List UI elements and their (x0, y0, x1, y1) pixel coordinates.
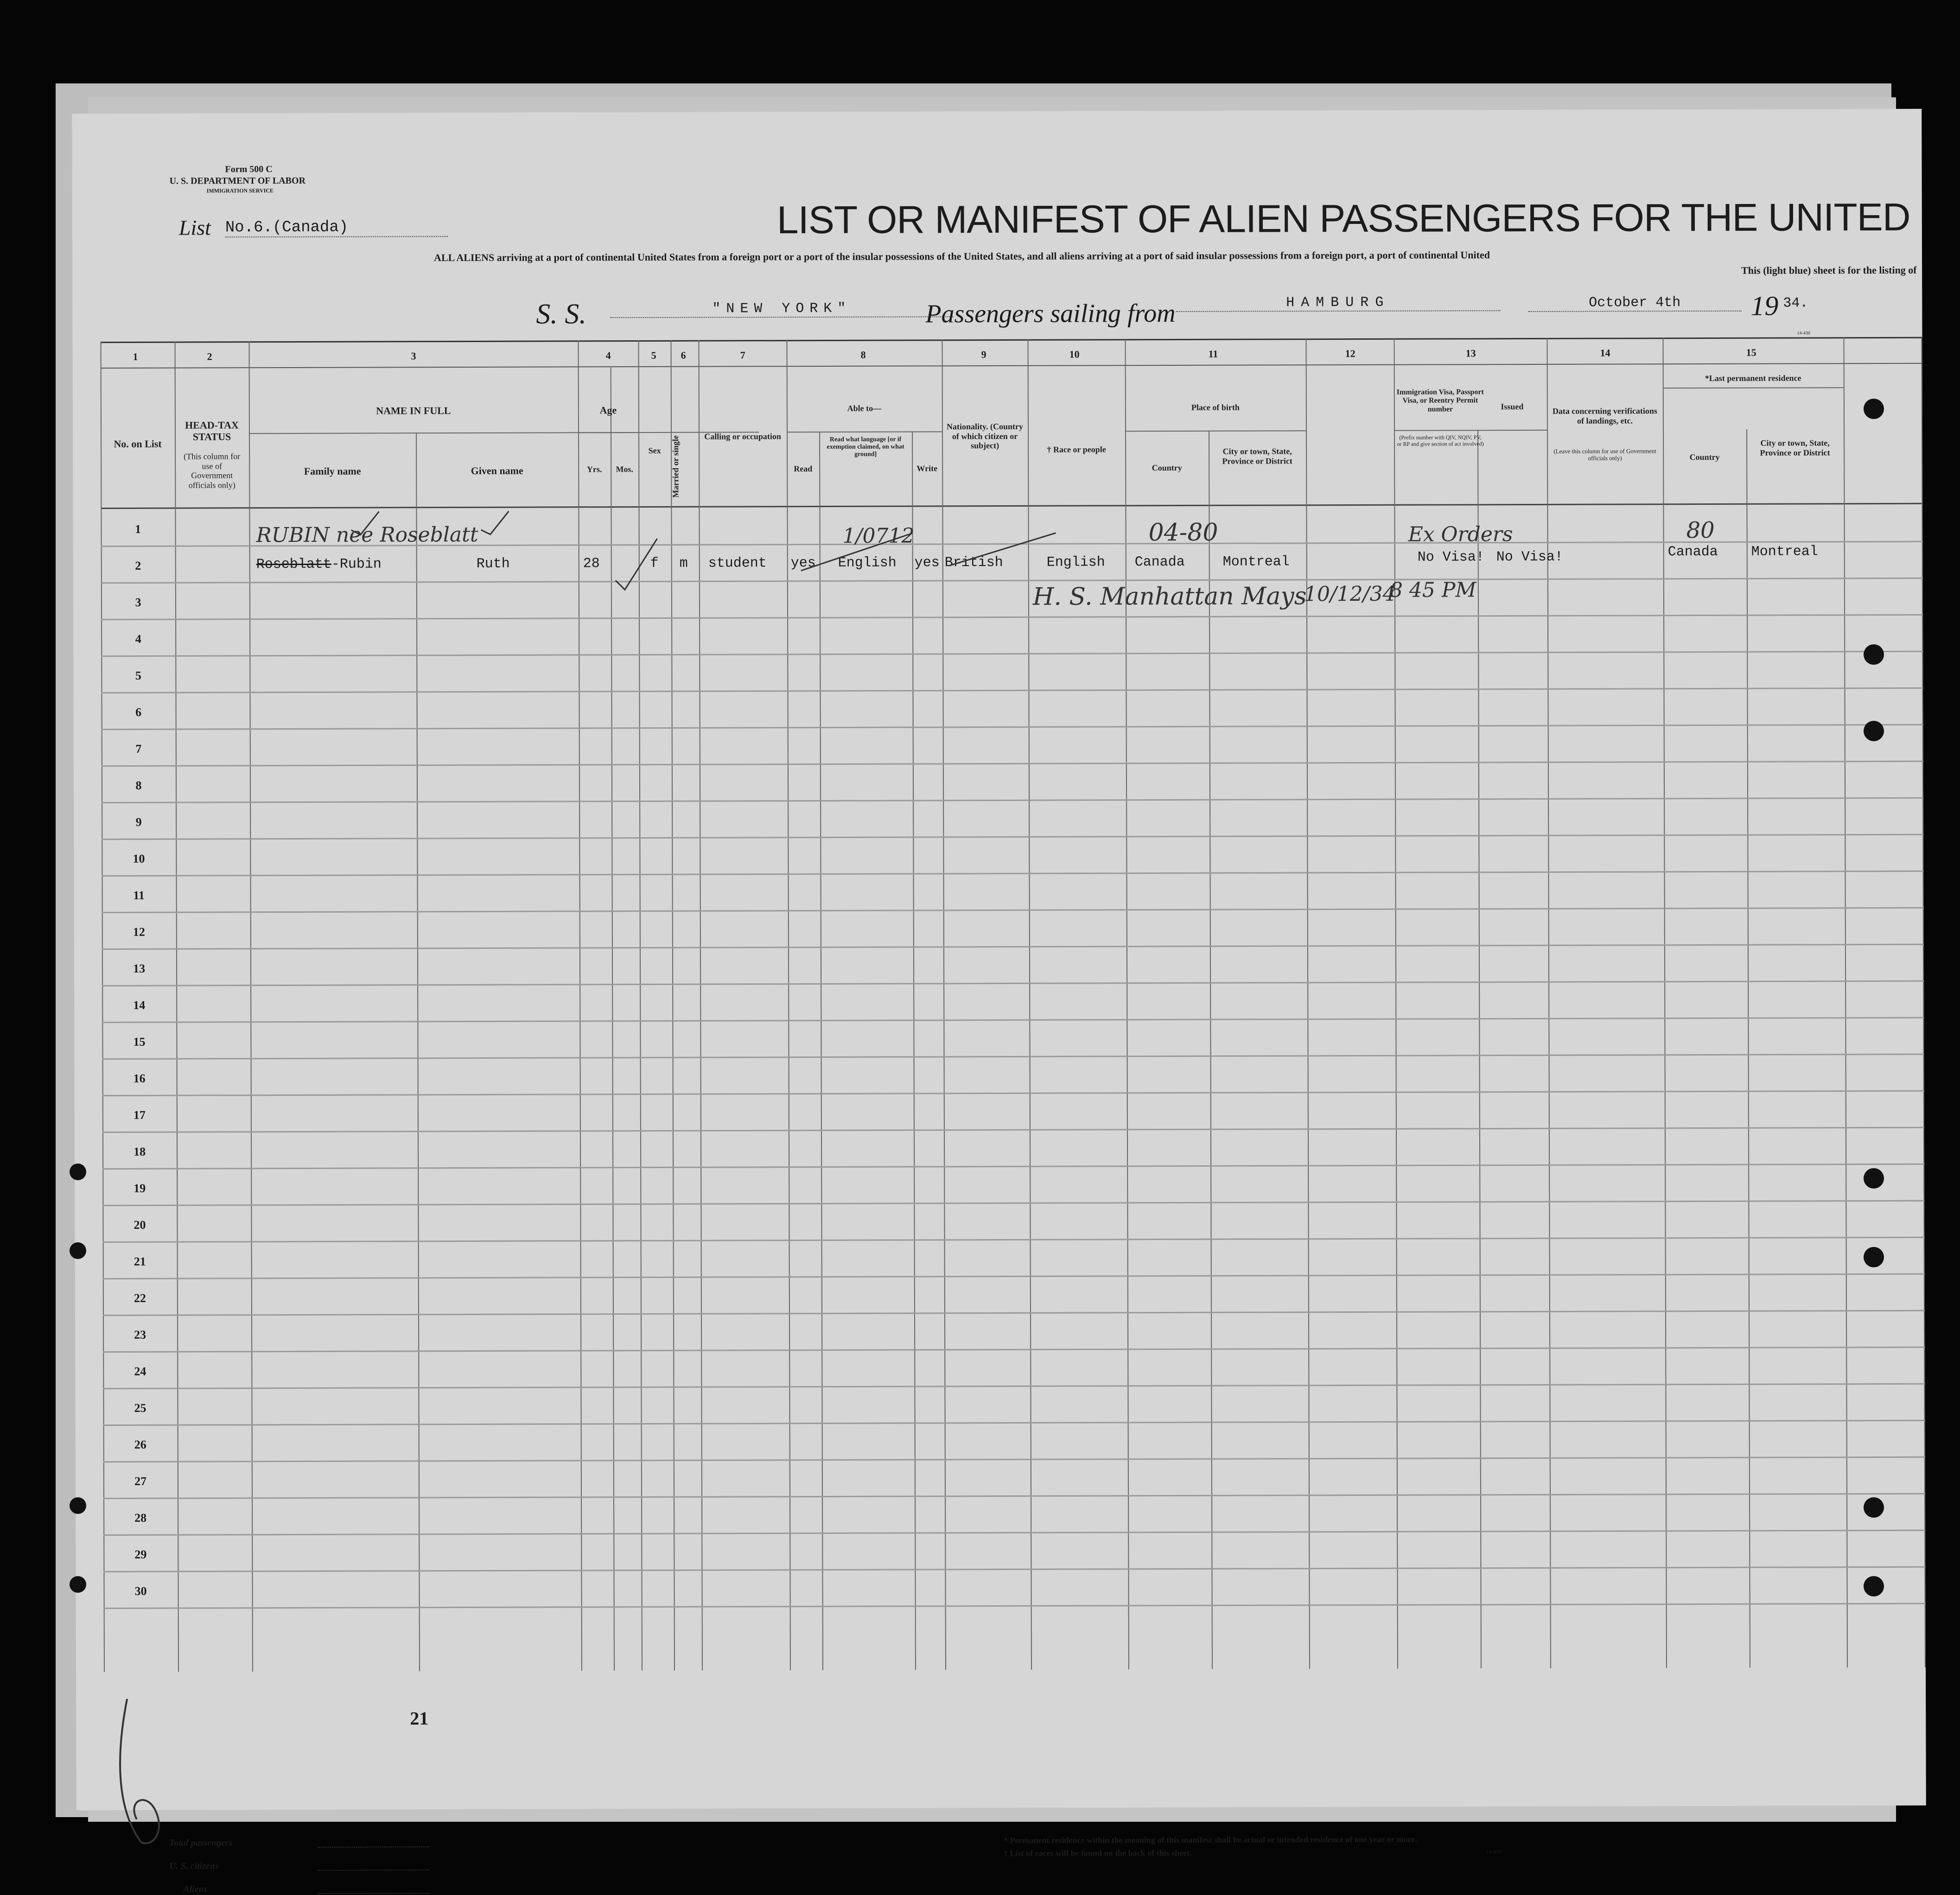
binder-hole (1864, 1168, 1884, 1189)
row-number: 22 (134, 1291, 146, 1305)
birth-annotation: 04-80 (1148, 518, 1218, 547)
header-calling: Calling or occupation (704, 432, 781, 441)
header-yrs: Yrs. (586, 464, 602, 474)
language-annotation: 1/0712 (842, 524, 915, 548)
row-line (103, 1493, 1925, 1499)
row-line (103, 1273, 1925, 1279)
page-mark: 21 (410, 1708, 429, 1729)
col-line (578, 340, 583, 1671)
row-line (101, 578, 1923, 584)
header-city: City or town, State, Province or District (1222, 446, 1292, 466)
us-citizens-label: U. S. citizens (169, 1861, 219, 1871)
row-number: 14 (133, 998, 146, 1012)
col-line (1662, 337, 1667, 1668)
list-number: No.6.(Canada) (225, 218, 448, 237)
row-line (102, 834, 1923, 840)
row-number: 28 (134, 1511, 147, 1525)
manifest-sheet (72, 109, 1926, 1895)
header-write: Write (916, 464, 938, 473)
write: yes (914, 555, 940, 571)
row-line (102, 724, 1923, 730)
header-age: Age (599, 404, 617, 416)
binder-hole-left (70, 1576, 86, 1593)
row-number: 18 (134, 1145, 146, 1158)
col-line (249, 341, 254, 1672)
header-read-language: Read what language [or if exemption claimed, on what ground] (827, 436, 904, 458)
row-number: 16 (133, 1071, 146, 1085)
age-yrs: 28 (583, 556, 600, 572)
visa-number: No Visa! (1417, 549, 1484, 566)
occupation: student (708, 555, 767, 572)
visa-annotation: Ex Orders (1408, 522, 1513, 547)
year-prefix: 19 (1750, 290, 1779, 321)
sailing-from: HAMBURG (1176, 294, 1500, 312)
row-line (102, 1090, 1924, 1096)
row-number: 25 (134, 1401, 146, 1415)
subtitle: ALL ALIENS arriving at a port of continental United States from a foreign port or a port of the insular possessions of the United States, and all aliens arriving at a port of said insular possessions from a foreign port, a port of continental United (433, 249, 1490, 264)
col-line (101, 342, 105, 1672)
row-line (103, 1420, 1925, 1426)
arrival-date-annotation: 10/12/34 (1304, 582, 1396, 606)
total-passengers-label: Total passengers (169, 1838, 233, 1848)
residence-country: Canada (1667, 544, 1718, 560)
col-line (1546, 338, 1551, 1668)
header-data-concerning: Data concerning verifications of landings, etc. (1552, 406, 1657, 426)
year-suffix: 34. (1783, 295, 1808, 312)
row-line (103, 1530, 1925, 1536)
row-number: 11 (133, 888, 145, 902)
header-able-to: Able to— (847, 403, 882, 413)
read: yes (790, 555, 816, 572)
col-num-14: 14 (1600, 347, 1610, 359)
subheader-divider (1394, 430, 1547, 431)
row-line (101, 614, 1923, 620)
col-num-6: 6 (681, 349, 686, 361)
col-num-13: 13 (1465, 347, 1476, 359)
row-line (102, 797, 1923, 803)
col-num-15: 15 (1746, 346, 1756, 358)
col-line (1921, 337, 1926, 1667)
form-code-top: 14-430 (1797, 331, 1810, 336)
col-line (670, 340, 675, 1671)
header-visa: Immigration Visa, Passport Visa, or Reentry Permit number (1396, 388, 1484, 413)
col-num-12: 12 (1345, 347, 1355, 360)
language-strike-mark (796, 528, 917, 575)
header-residence-country: Country (1689, 452, 1720, 462)
birth-city: Montreal (1222, 554, 1290, 570)
family-name-struck: Roseblatt (256, 556, 331, 573)
form-service: IMMIGRATION SERVICE (206, 187, 274, 194)
row-number: 20 (134, 1218, 146, 1232)
binder-hole-left (70, 1164, 86, 1180)
arrival-time-annotation: 8 45 PM (1389, 578, 1476, 602)
row-line (103, 1237, 1925, 1243)
language: English (838, 555, 897, 571)
row-number: 6 (135, 705, 142, 719)
row-number: 19 (134, 1181, 146, 1195)
arrival-vessel-annotation: H. S. Manhattan Mays (1032, 582, 1307, 611)
col-line (1843, 337, 1848, 1667)
row-number: 26 (134, 1437, 146, 1451)
binder-hole (1864, 721, 1884, 741)
row-line (102, 871, 1924, 877)
header-name-in-full: NAME IN FULL (376, 405, 451, 417)
sailing-label: Passengers sailing from (925, 299, 1176, 329)
col-line (698, 340, 703, 1671)
total-passengers-field (318, 1846, 429, 1848)
col-line (1394, 338, 1398, 1669)
header-given-name: Given name (471, 464, 523, 477)
header-data-note: (Leave this column for use of Government officials only) (1553, 447, 1656, 462)
row-line (102, 1054, 1924, 1060)
col-line (175, 342, 179, 1672)
row-number: 13 (133, 961, 146, 975)
row-line (102, 1127, 1924, 1133)
binder-hole (1864, 1247, 1884, 1267)
header-sex: Sex (648, 445, 661, 455)
sailing-date: October 4th (1528, 295, 1741, 312)
row-number: 4 (135, 632, 141, 646)
form-department: U. S. DEPARTMENT OF LABOR (169, 175, 306, 186)
binder-hole-left (70, 1242, 86, 1259)
row-line (102, 761, 1923, 767)
subtitle-2: This (light blue) sheet is for the listing of (1741, 264, 1917, 276)
col-line (1305, 338, 1310, 1669)
col-num-5: 5 (651, 349, 656, 361)
subheader-divider (787, 431, 942, 432)
col-num-4: 4 (605, 350, 611, 362)
row-line (102, 907, 1924, 913)
binder-hole (1864, 1497, 1884, 1518)
row-line (103, 1347, 1925, 1353)
sex: f (650, 555, 659, 572)
family-name-annotation: RUBIN nee Roseblatt (256, 522, 478, 547)
header-head-tax: HEAD-TAX STATUS (185, 419, 239, 443)
subheader-divider (1125, 430, 1306, 432)
row-line (102, 944, 1924, 950)
margin-handwriting (108, 1690, 202, 1857)
header-head-tax-note: (This column for use of Government officials only) (184, 451, 241, 490)
age-check-mark (606, 529, 671, 594)
row-number: 2 (135, 559, 141, 572)
married: m (679, 555, 688, 572)
row-line (103, 1383, 1925, 1389)
footnote-residence: * Permanent residence within the meaning of this manifest shall be actual or intended residence of one year or more. (1003, 1834, 1417, 1845)
given-name: Ruth (476, 556, 510, 572)
row-line (102, 1164, 1924, 1170)
binder-hole (1864, 399, 1884, 419)
list-label: List (178, 216, 211, 240)
header-read: Read (794, 464, 813, 474)
row-line (101, 651, 1923, 657)
header-married: Married or single (671, 435, 681, 498)
binder-hole-left (70, 1497, 86, 1514)
issued: No Visa! (1496, 549, 1563, 566)
col-num-2: 2 (207, 350, 212, 362)
aliens-field (318, 1893, 429, 1894)
nationality-strike-mark (945, 524, 1065, 571)
row-number: 3 (135, 595, 141, 609)
ship-label: S. S. (536, 298, 586, 330)
header-mos: Mos. (616, 464, 634, 474)
col-num-7: 7 (740, 349, 745, 361)
header-last-residence: *Last permanent residence (1705, 373, 1801, 383)
family-name-cell: Roseblatt-Rubin (256, 556, 382, 573)
row-number: 30 (134, 1584, 147, 1598)
col-line (1125, 339, 1129, 1669)
header-race: † Race or people (1047, 445, 1106, 454)
row-number: 27 (134, 1474, 146, 1488)
row-line (103, 1310, 1925, 1316)
binder-hole (1864, 1576, 1884, 1596)
family-name: Rubin (339, 556, 382, 572)
row-number: 5 (135, 668, 141, 682)
form-number: Form 500 C (225, 164, 273, 175)
header-place-of-birth: Place of birth (1191, 402, 1240, 412)
header-nationality: Nationality. (Country of which citizen or subject) (946, 421, 1024, 451)
header-no-on-list: No. on List (114, 438, 162, 450)
row-number: 17 (133, 1108, 146, 1122)
residence-annotation: 80 (1686, 517, 1715, 544)
row-number: 15 (133, 1035, 146, 1049)
col-num-10: 10 (1069, 348, 1080, 360)
footnote-races: † List of races will be found on the back of this sheet. (1004, 1848, 1192, 1858)
header-issued: Issued (1501, 402, 1524, 412)
row-number: 24 (134, 1364, 146, 1378)
aliens-label: Aliens (183, 1884, 208, 1895)
row-number: 23 (134, 1328, 146, 1342)
header-country: Country (1152, 463, 1182, 473)
row-number: 29 (134, 1547, 147, 1561)
race: English (1046, 554, 1105, 571)
header-visa-note: (Prefix number with QIV, NQIV, PV, or RP and give section of act involved) (1397, 434, 1484, 447)
row-line (103, 1566, 1925, 1572)
header-family-name: Family name (304, 465, 361, 477)
column-number-divider (101, 363, 1922, 369)
check-marks (249, 502, 583, 540)
row-number: 7 (135, 742, 142, 756)
row-number: 9 (135, 815, 142, 829)
row-number: 10 (133, 852, 145, 865)
col-line (786, 340, 791, 1670)
subheader-divider (578, 432, 638, 433)
col-num-9: 9 (981, 349, 986, 361)
row-line (103, 1456, 1925, 1463)
subheader-divider (1663, 387, 1844, 388)
row-line (102, 1017, 1924, 1023)
row-line (104, 1603, 1926, 1609)
nationality: British (944, 554, 1003, 571)
row-number: 1 (135, 522, 141, 536)
binder-hole (1864, 644, 1884, 665)
row-number: 21 (134, 1254, 146, 1268)
us-citizens-field (318, 1870, 429, 1871)
row-line (102, 1200, 1924, 1206)
row-number: 8 (135, 778, 142, 792)
row-number: 12 (133, 925, 145, 939)
col-num-8: 8 (860, 349, 866, 361)
header-residence-city: City or town, State, Province or District (1760, 438, 1830, 458)
row-line (102, 980, 1924, 986)
page-title: LIST OR MANIFEST OF ALIEN PASSENGERS FOR THE UNITED (776, 195, 1910, 242)
birth-country: Canada (1134, 554, 1185, 571)
ship-name: "NEW YORK" (610, 300, 953, 318)
col-num-1: 1 (133, 350, 138, 362)
col-num-11: 11 (1208, 348, 1218, 360)
form-code-bottom: 14-430 (1486, 1848, 1502, 1855)
table-top-border (101, 337, 1922, 343)
col-num-3: 3 (411, 350, 416, 362)
row-line (101, 687, 1923, 693)
residence-city: Montreal (1751, 544, 1818, 560)
